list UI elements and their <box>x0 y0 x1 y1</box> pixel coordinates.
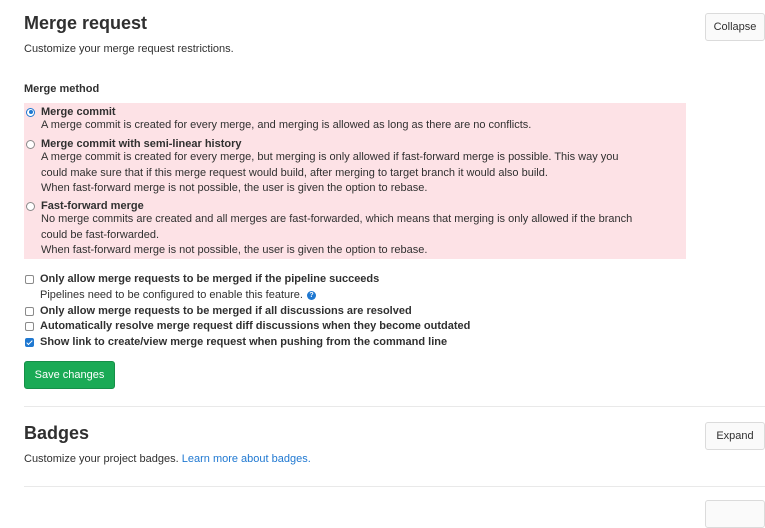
checkbox-discussions-resolved[interactable] <box>25 305 412 317</box>
checkbox-label: Show link to create/view merge request when pushing from the command line <box>40 336 448 348</box>
badges-description <box>24 453 311 465</box>
pipeline-help-label: Pipelines need to be configured to enable this feature. <box>40 289 303 301</box>
merge-method-label: Merge method <box>24 83 100 95</box>
radio-fast-forward[interactable] <box>26 202 35 211</box>
option-help-line: When fast-forward merge is not possible, the user is given the option to rebase. <box>41 244 428 256</box>
option-title: Merge commit with semi-linear history <box>41 138 242 150</box>
question-circle-icon[interactable]: ? <box>307 291 316 300</box>
checkbox-box-checked[interactable] <box>25 338 34 347</box>
option-help-line: A merge commit is created for every merge, but merging is only allowed if fast-forward merge is possible. This way you <box>41 151 619 163</box>
collapse-button[interactable]: Collapse <box>705 13 765 41</box>
option-help-line: could make sure that if this merge request would build, after merging to target branch it would also build. <box>41 166 548 179</box>
badges-description-text: Customize your project badges. <box>24 453 179 465</box>
merge-request-title: Merge request <box>24 13 148 33</box>
section-divider <box>24 486 765 487</box>
merge-method-option-semi-linear[interactable] <box>24 135 686 197</box>
option-help-line: No merge commits are created and all merges are fast-forwarded, which means that merging is only allowed if the branch <box>41 213 633 225</box>
checkbox-box[interactable] <box>25 322 34 331</box>
expand-button[interactable]: Expand <box>705 422 765 450</box>
badges-title: Badges <box>24 423 90 443</box>
learn-more-badges-link[interactable]: Learn more about badges. <box>181 453 311 465</box>
checkbox-auto-resolve-discussions[interactable] <box>25 320 470 332</box>
checkbox-label: Only allow merge requests to be merged if all discussions are resolved <box>40 305 412 317</box>
checkbox-box[interactable] <box>25 275 34 284</box>
checkbox-pipeline-succeeds[interactable] <box>25 273 379 285</box>
option-help: A merge commit is created for every merge, and merging is allowed as long as there are no conflicts. <box>41 119 532 131</box>
option-help-line: could be fast-forwarded. <box>41 228 160 241</box>
merge-method-option-merge-commit[interactable] <box>24 103 686 135</box>
checkbox-box[interactable] <box>25 307 34 316</box>
radio-semi-linear[interactable] <box>26 140 35 149</box>
next-section-button[interactable] <box>705 500 765 528</box>
checkbox-show-link-command-line[interactable] <box>25 336 447 348</box>
section-divider <box>24 406 765 407</box>
option-title: Fast-forward merge <box>41 200 144 212</box>
merge-method-option-fast-forward[interactable] <box>24 197 686 259</box>
option-help-line: When fast-forward merge is not possible, the user is given the option to rebase. <box>41 182 428 194</box>
merge-request-description: Customize your merge request restrictions. <box>24 43 234 55</box>
radio-merge-commit[interactable] <box>26 108 35 117</box>
option-title: Merge commit <box>41 106 116 118</box>
checkbox-label: Only allow merge requests to be merged if the pipeline succeeds <box>40 273 380 285</box>
pipeline-help-text <box>40 289 316 301</box>
save-changes-button[interactable]: Save changes <box>24 361 115 389</box>
checkbox-label: Automatically resolve merge request diff discussions when they become outdated <box>40 320 471 332</box>
